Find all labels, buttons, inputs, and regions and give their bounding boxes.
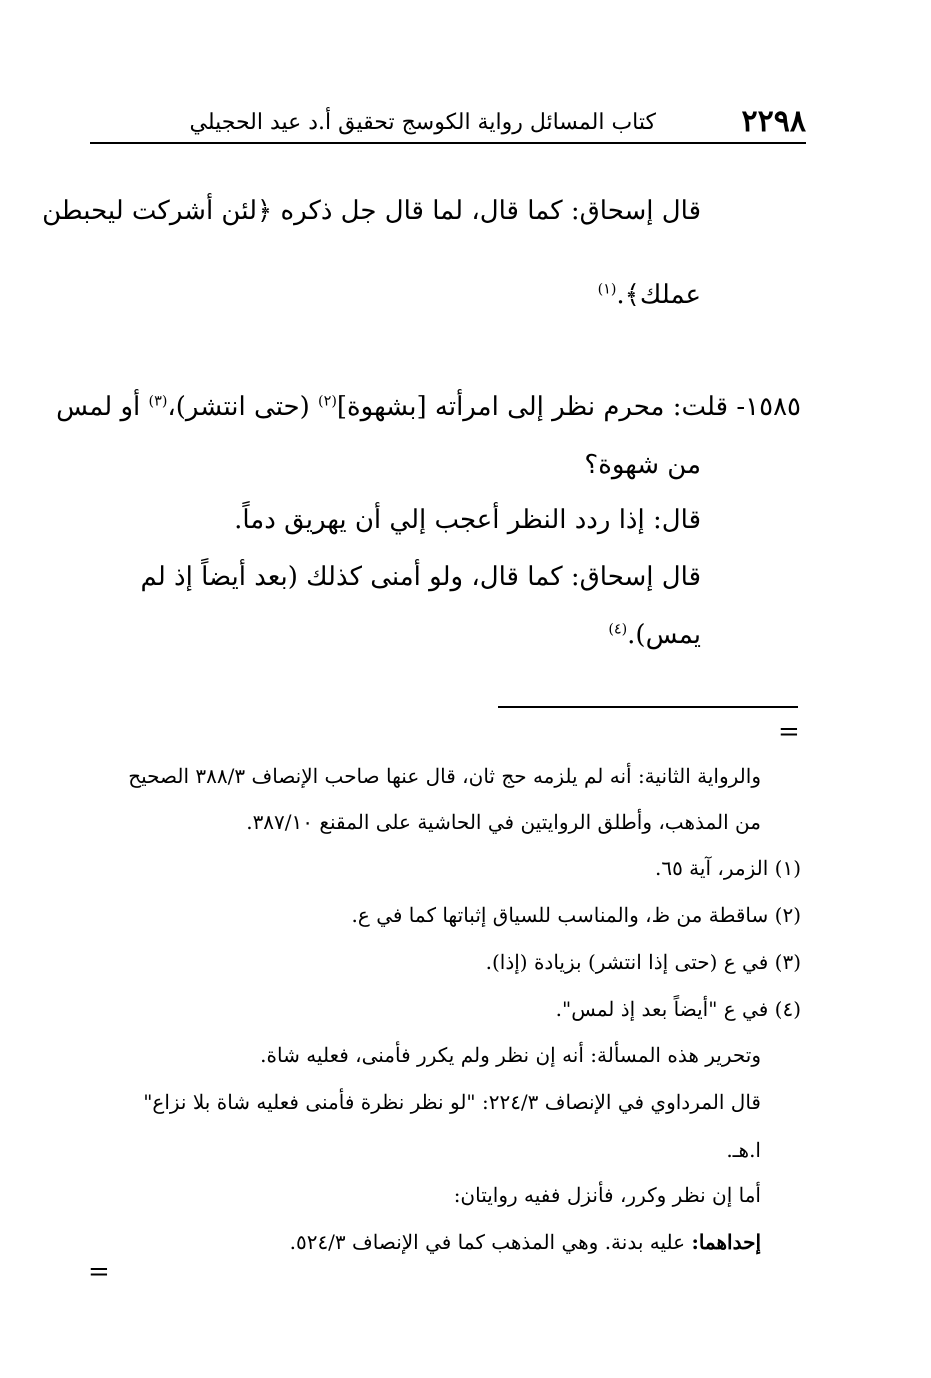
ishaq-line: قال إسحاق: كما قال، ولو أمنى كذلك (بعد أيضاً إذ لم [140, 562, 701, 592]
footnote-line: أما إن نظر وكرر، فأنزل ففيه روايتان: [453, 1183, 761, 1207]
footnote-line: والرواية الثانية: أنه لم يلزمه حج ثان، قال عنها صاحب الإنصاف ٣٨٨/٣ الصحيح [128, 764, 761, 788]
footnote-line: من المذهب، وأطلق الروايتين في الحاشية على المقنع ٣٨٧/١٠. [246, 810, 761, 834]
question-line: ١٥٨٥- قلت: محرم نظر إلى امرأته [بشهوة]$^{(٢)}$ (حتى انتشر)،$^{(٣)}$ أو لمس [56, 392, 801, 422]
bold-label: إحداهما: [691, 1230, 761, 1254]
ishaq-line: يمس).$^{(٤)}$ [608, 620, 701, 650]
continuation-mark: = [778, 717, 800, 747]
question-line: من شهوة؟ [584, 450, 701, 480]
footnote-line: إحداهما: عليه بدنة. وهي المذهب كما في الإنصاف ٥٢٤/٣. [289, 1230, 761, 1254]
footnote-3: (٣) في ع (حتى إذا انتشر) بزيادة (إذا). [485, 950, 801, 974]
footnote-2: (٢) ساقطة من ظ، والمناسب للسياق إثباتها كما في ع. [351, 903, 801, 927]
answer-line: قال: إذا ردد النظر أعجب إلي أن يهريق دماً. [234, 505, 701, 535]
end-mark: = [88, 1257, 110, 1287]
footnote-line: قال المرداوي في الإنصاف ٢٢٤/٣: "لو نظر نظرة فأمنى فعليه شاة بلا نزاع" [143, 1090, 761, 1114]
footnote-ref: (٣) [148, 393, 168, 410]
page-number: ٢٢٩٨ [741, 104, 806, 139]
footnote-ref: (١) [597, 281, 617, 298]
footnote-ref: (٤) [608, 621, 628, 638]
footnote-line: ا.هـ. [726, 1138, 761, 1162]
paragraph-line [598, 280, 701, 310]
page-header [90, 102, 806, 144]
footnote-line: وتحرير هذه المسألة: أنه إن نظر ولم يكرر فأمنى، فعليه شاة. [260, 1043, 761, 1067]
footnote-ref: (٢) [318, 393, 337, 410]
question-number: ١٥٨٥- [736, 392, 801, 422]
running-title: كتاب المسائل رواية الكوسج تحقيق أ.د عيد الحجيلي [189, 110, 656, 135]
footnote-separator [498, 706, 798, 708]
footnote-1: (١) الزمر، آية ٦٥. [654, 856, 801, 880]
footnote-4: (٤) في ع "أيضاً بعد إذ لمس". [555, 997, 801, 1021]
quran-verse-end: عملك﴾. [616, 280, 701, 310]
paragraph-line: قال إسحاق: كما قال، لما قال جل ذكره ﴿لئن أشركت ليحبطن [42, 196, 701, 226]
